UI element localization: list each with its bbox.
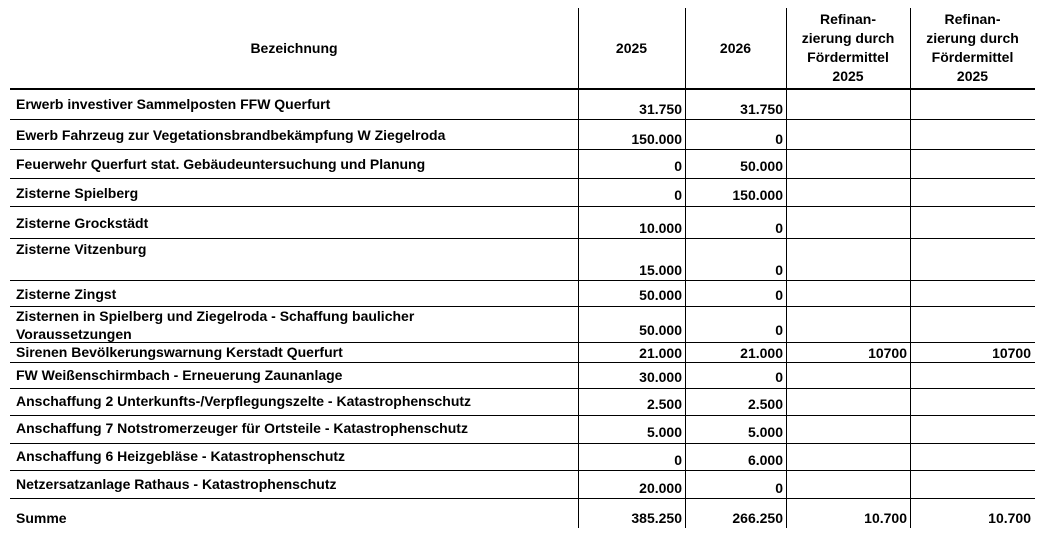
row-divider xyxy=(10,119,1035,120)
row-label: Anschaffung 2 Unterkunfts-/Verpflegungszelte - Katastrophenschutz xyxy=(16,393,472,409)
total-value-r2: 10.700 xyxy=(988,510,1031,526)
row-value-v2026: 21.000 xyxy=(740,345,783,361)
row-label: Ewerb Fahrzeug zur Vegetationsbrandbekämpfung W Ziegelroda xyxy=(16,127,446,143)
header-refinanzierung-2: Refinan- zierung durch Fördermittel 2025 xyxy=(926,11,1019,84)
row-divider xyxy=(10,362,1035,363)
row-divider xyxy=(10,149,1035,150)
row-value-v2025: 21.000 xyxy=(639,345,682,361)
header-divider xyxy=(10,88,1035,90)
row-divider xyxy=(10,415,1035,416)
row-value-v2026: 6.000 xyxy=(747,452,783,468)
row-label: Anschaffung 6 Heizgebläse - Katastrophenschutz xyxy=(16,448,346,464)
header-2025: 2025 xyxy=(615,39,648,56)
row-value-v2026: 0 xyxy=(775,322,783,338)
row-value-v2026: 5.000 xyxy=(747,424,783,440)
row-value-v2026: 2.500 xyxy=(747,396,783,412)
row-value-v2026: 0 xyxy=(775,220,783,236)
row-value-r1: 10700 xyxy=(868,345,907,361)
header-bezeichnung: Bezeichnung xyxy=(250,39,338,56)
row-value-v2025: 50.000 xyxy=(639,287,682,303)
total-value-v2025: 385.250 xyxy=(631,510,682,526)
row-divider xyxy=(10,443,1035,444)
row-label: Zisterne Zingst xyxy=(16,286,117,302)
row-label: Zisterne Grockstädt xyxy=(16,215,149,231)
row-value-v2025: 30.000 xyxy=(639,369,682,385)
row-divider xyxy=(10,498,1035,499)
row-value-v2025: 5.000 xyxy=(646,424,682,440)
row-label: Sirenen Bevölkerungswarnung Kerstadt Querfurt xyxy=(16,344,343,360)
header-2026: 2026 xyxy=(719,39,752,56)
row-value-v2025: 0 xyxy=(674,452,682,468)
row-value-v2026: 0 xyxy=(775,131,783,147)
total-value-v2026: 266.250 xyxy=(732,510,783,526)
total-label: Summe xyxy=(16,510,67,526)
row-value-v2025: 20.000 xyxy=(639,480,682,496)
row-divider xyxy=(10,470,1035,471)
row-value-v2026: 31.750 xyxy=(740,101,783,117)
row-value-v2025: 31.750 xyxy=(639,101,682,117)
row-value-v2026: 0 xyxy=(775,369,783,385)
row-divider xyxy=(10,178,1035,179)
row-label: Netzersatzanlage Rathaus - Katastrophenschutz xyxy=(16,476,337,492)
row-value-v2025: 15.000 xyxy=(639,262,682,278)
row-label: Zisternen in Spielberg und Ziegelroda - Schaffung baulicher Voraussetzungen xyxy=(16,308,415,342)
row-divider xyxy=(10,388,1035,389)
row-value-v2026: 0 xyxy=(775,262,783,278)
row-value-v2025: 0 xyxy=(674,187,682,203)
row-divider xyxy=(10,238,1035,239)
row-label: Zisterne Spielberg xyxy=(16,185,139,201)
row-label: Zisterne Vitzenburg xyxy=(16,241,147,257)
row-label: FW Weißenschirmbach - Erneuerung Zaunanlage xyxy=(16,367,343,383)
row-label: Anschaffung 7 Notstromerzeuger für Ortsteile - Katastrophenschutz xyxy=(16,420,468,436)
row-value-v2025: 10.000 xyxy=(639,220,682,236)
row-value-v2025: 50.000 xyxy=(639,322,682,338)
total-value-r1: 10.700 xyxy=(864,510,907,526)
row-value-v2025: 2.500 xyxy=(646,396,682,412)
row-value-v2026: 0 xyxy=(775,287,783,303)
row-label: Feuerwehr Querfurt stat. Gebäudeuntersuchung und Planung xyxy=(16,156,426,172)
row-value-v2025: 0 xyxy=(674,158,682,174)
row-value-v2025: 150.000 xyxy=(631,131,682,147)
row-value-v2026: 50.000 xyxy=(740,158,783,174)
row-label: Erwerb investiver Sammelposten FFW Querfurt xyxy=(16,96,331,112)
row-value-v2026: 0 xyxy=(775,480,783,496)
row-value-v2026: 150.000 xyxy=(732,187,783,203)
row-divider xyxy=(10,280,1035,281)
row-value-r2: 10700 xyxy=(992,345,1031,361)
row-divider xyxy=(10,206,1035,207)
header-refinanzierung-1: Refinan- zierung durch Fördermittel 2025 xyxy=(801,11,895,84)
